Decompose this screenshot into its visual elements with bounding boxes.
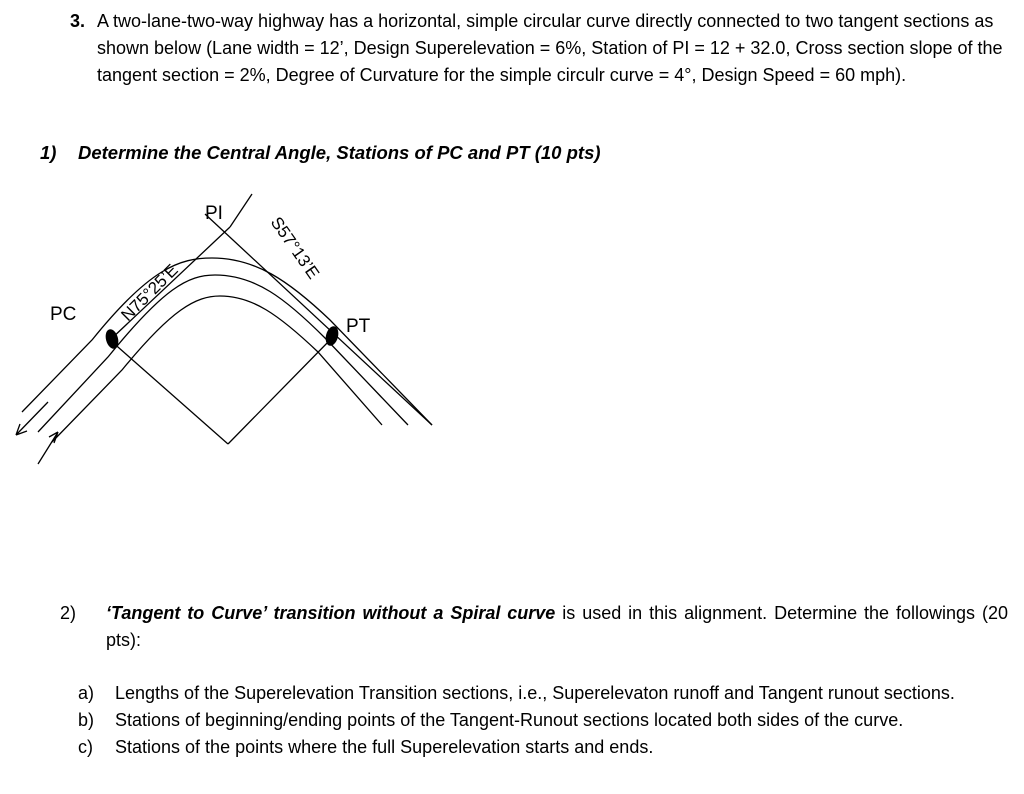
- subquestion-text: Stations of the points where the full Superelevation starts and ends.: [115, 737, 654, 757]
- part1-index: 1): [40, 142, 57, 163]
- pt-label: PT: [346, 316, 371, 337]
- pc-label: PC: [50, 304, 77, 325]
- problem-text: A two-lane-two-way highway has a horizontal, simple circular curve directly connected to two tangent sections as shown below (Lane width = 12’, Design Superelevation = 6%, Station of PI = 12 + 32.0, Cross section slope of the tangent section = 2%, Degree of Curvature for the simple circulr curve = 4°, Design Speed = 60 mph).: [97, 11, 1003, 85]
- direction-arrow-down-icon: [16, 402, 48, 435]
- subquestion-text: Lengths of the Superelevation Transition sections, i.e., Superelevaton runoff and Tangent runout sections.: [115, 683, 955, 703]
- subquestion-label: b): [78, 710, 95, 730]
- problem-statement: [70, 8, 1010, 89]
- problem-number: 3.: [70, 11, 86, 31]
- subquestion-item: [78, 680, 1008, 707]
- radius-pt-line: [228, 338, 332, 444]
- subquestion-item: [78, 734, 1008, 761]
- subquestion-text: Stations of beginning/ending points of the Tangent-Runout sections located both sides of the curve.: [115, 710, 904, 730]
- part2-text: is used in this alignment. Determine the followings (20 pts):: [106, 603, 1009, 650]
- subquestion-list: [78, 680, 1008, 761]
- bearing-ahead-label: S57°13’E: [266, 213, 324, 283]
- road-edge-outer: [22, 258, 432, 425]
- bearing-back-label: N75°25’E: [117, 260, 182, 325]
- direction-arrow-up-icon: [38, 432, 58, 464]
- part1-text: Determine the Central Angle, Stations of PC and PT (10 pts): [78, 142, 601, 163]
- pi-label: PI: [205, 203, 223, 224]
- subquestion-label: a): [78, 683, 95, 703]
- part2-text-block: [106, 600, 1008, 654]
- part2-question: [60, 600, 1008, 654]
- road-edge-inner: [52, 296, 382, 442]
- curve-diagram: [0, 180, 460, 480]
- radius-pc-line: [110, 340, 228, 444]
- subquestion-label: c): [78, 737, 93, 757]
- part2-index: 2): [60, 603, 77, 623]
- part2-emphasis: ‘Tangent to Curve’ transition without a Spiral curve: [106, 603, 556, 623]
- pi-extension-line: [230, 194, 252, 227]
- part1-question: [40, 142, 601, 164]
- subquestion-item: [78, 707, 1008, 734]
- road-centerline: [38, 275, 408, 432]
- ahead-tangent-line: [205, 214, 432, 425]
